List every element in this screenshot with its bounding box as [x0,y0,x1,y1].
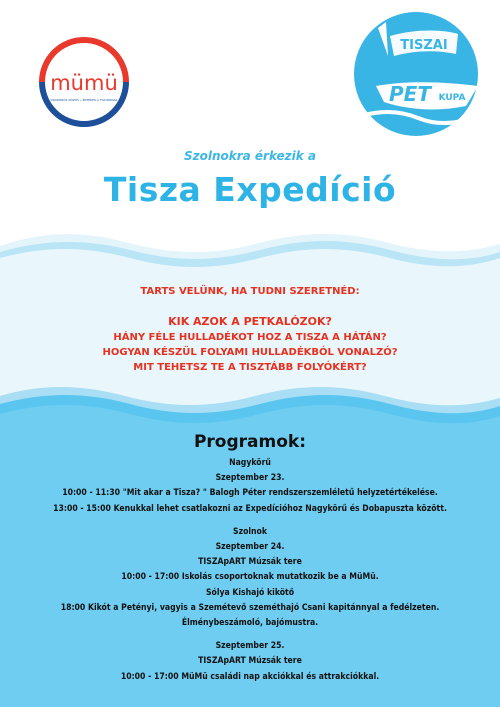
program-line: 10:00 - 11:30 "Mit akar a Tisza? " Balogh Péter rendszerszemléletű helyzetértékelése. [62,488,438,499]
program-date: Szeptember 24. [215,542,285,553]
mumu-logo-tagline: ÖKOKÖRÖS KÖZÖS • ÉRTÉKEK A FOLYÓKNAK [50,98,118,102]
program-line: 10:00 - 17:00 MüMü családi nap akciókkal és attrakciókkal. [120,671,380,682]
program-date: Szeptember 25. [215,641,285,652]
program-place: Nagykörű [229,458,271,468]
question-item: MIT TEHETSZ TE A TISZTÁBB FOLYÓKÉRT? [133,362,367,373]
program-line: 10:00 - 17:00 Iskolás csoportoknak mutatkozik be a MüMü. [121,572,379,583]
question-item: KIK AZOK A PETKALÓZOK? [168,315,332,328]
hero-subtitle: Szolnokra érkezik a [183,149,317,163]
question-item: HOGYAN KÉSZÜL FOLYAMI HULLADÉKBÓL VONALZÓ? [102,347,398,358]
pet-logo-mark: ® [466,88,474,96]
program-venue: Sólya Kishajó kikötő [205,587,295,598]
questions-list [0,314,500,375]
pet-logo-line2: PET [389,82,431,106]
program-place: Szolnok [233,526,267,537]
tiszai-pet-kupa-logo [328,6,488,144]
program-title: Programok: [193,432,307,452]
program-venue: TISZApART Múzsák tere [198,656,302,667]
hero-title: Tisza Expedíció [103,170,397,209]
program-venue: TISZApART Múzsák tere [198,557,302,568]
mumu-logo [20,18,148,146]
question-item: HÁNY FÉLE HULLADÉKOT HOZ A TISZA A HÁTÁN? [113,332,387,343]
program-schedule [0,456,500,685]
program-line: 13:00 - 15:00 Kenukkal lehet csatlakozni az Expedícióhoz Nagykörű és Dobapuszta között. [53,503,447,514]
pet-logo-line3: KUPA [438,93,466,103]
program-line: 18:00 Kikót a Petényi, vagyis a Szemétevő szeméthajó Csani kapitánnyal a fedélzeten. [60,602,440,613]
pet-logo-line1: TISZAI [400,38,448,53]
program-line: Élménybeszámoló, bajómustra. [181,618,319,629]
mumu-logo-text: mümü [50,71,118,95]
questions-intro: TARTS VELÜNK, HA TUDNI SZERETNÉD: [140,286,360,297]
program-date: Szeptember 23. [215,473,285,484]
